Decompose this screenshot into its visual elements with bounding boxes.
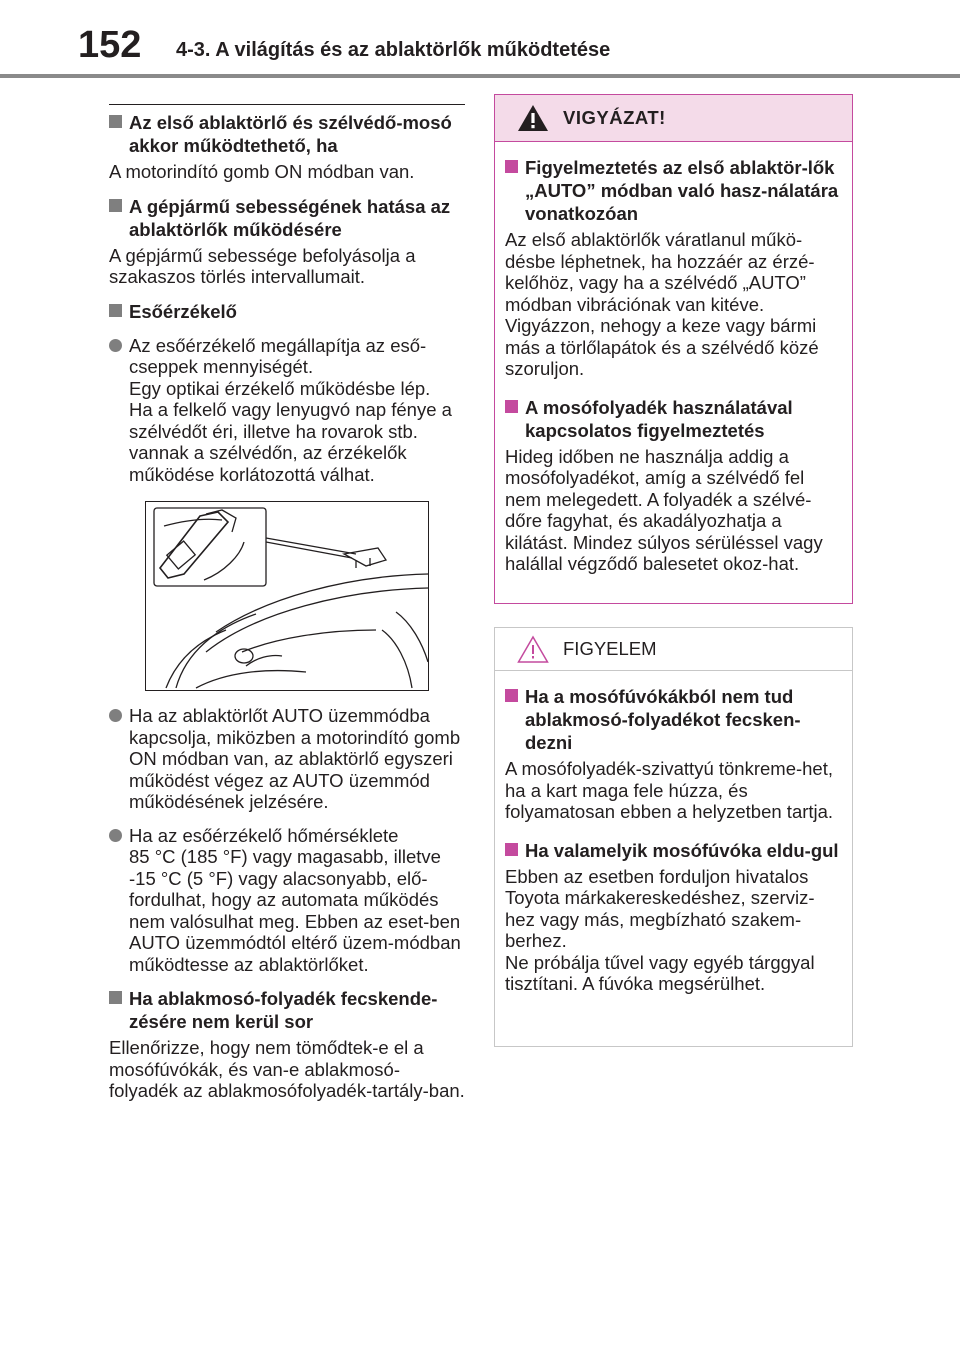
square-bullet-icon (505, 689, 518, 702)
section-body: A mosófolyadék-szivattyú tönkreme-het, ha a kart maga fele húzza, és folyamatosan ebben a helyzetben tartja. (505, 758, 834, 822)
windshield-sensor-drawing (146, 502, 428, 690)
section-heading: Esőérzékelő (109, 300, 465, 323)
notice-box (494, 627, 853, 1047)
list-item: Ha az esőérzékelő hőmérséklete 85 °C (185 °F) vagy magasabb, illetve -15 °C (5 °F) vagy alacsonyabb, elő-fordulhat, hogy az automata működés nem valósulhat meg. Ebben az eset-ben AUTO üzemmódtól eltérő üzem-módban működtesse az ablaktörlőket. (109, 825, 465, 976)
left-column (109, 104, 465, 1114)
square-bullet-icon (109, 991, 122, 1004)
section-heading: Ha valamelyik mosófúvóka eldu-gul (505, 839, 844, 862)
section-heading: Ha a mosófúvókákból nem tud ablakmosó-folyadékot fecsken-dezni (505, 685, 844, 754)
square-bullet-icon (505, 843, 518, 856)
section-body: A gépjármű sebessége befolyásolja a szakaszos törlés intervallumait. (109, 244, 416, 287)
page-number: 152 (78, 24, 142, 66)
section-body: Ellenőrizze, hogy nem tömődtek-e el a mosófúvókák, és van-e ablakmosó-folyadék az ablakmosófolyadék-tartály-ban. (109, 1037, 465, 1101)
list-item: Az esőérzékelő megállapítja az eső- cseppek mennyiségét. Egy optikai érzékelő működésbe lép. Ha a felkelő vagy lenyugvó nap fénye a szélvédőt éri, illetve ha rovarok stb. vannak a szélvédőn, az érzékelők működése korlátozottá válhat. (109, 335, 465, 486)
warning-box-header (495, 95, 852, 142)
section-body: Az első ablaktörlők váratlanul műkö-désbe léphetnek, ha hozzáér az érzé-kelőhöz, vagy ha a szélvédő „AUTO” módban vibrációnak van kitéve. Vigyázzon, nehogy a keze vagy bármi más a törlőlapátok és a szélvédő közé szoruljon. (505, 229, 819, 379)
section-heading: A mosófolyadék használatával kapcsolatos figyelmeztetés (505, 396, 844, 442)
round-bullet-icon (109, 829, 122, 842)
section-rule (109, 104, 465, 105)
section-body: Ebben az esetben forduljon hivatalos Toyota márkakereskedéshez, szerviz-hez vagy más, megbízható szakem-berhez. Ne próbálja tűvel vagy egyéb tárggyal tisztítani. A fúvóka megsérülhet. (505, 865, 815, 994)
notice-box-header (495, 628, 852, 671)
square-bullet-icon (109, 199, 122, 212)
section-heading: Ha ablakmosó-folyadék fecskende-zésére nem kerül sor (109, 987, 465, 1033)
list-item: Ha az ablaktörlőt AUTO üzemmódba kapcsolja, miközben a motorindító gomb ON módban van, az ablaktörlő egyszeri működést végez az AUTO üzemmód működésének jelzésére. (109, 705, 465, 813)
square-bullet-icon (505, 400, 518, 413)
warning-box (494, 94, 853, 604)
section-heading: Az első ablaktörlő és szélvédő-mosó akkor működtethető, ha (109, 111, 465, 157)
chapter-title: 4-3. A világítás és az ablaktörlők működtetése (176, 39, 611, 61)
header-rule (0, 74, 960, 78)
caution-triangle-icon (517, 634, 551, 664)
warning-triangle-icon (517, 103, 551, 133)
page-header (0, 0, 960, 82)
section-body: A motorindító gomb ON módban van. (109, 161, 415, 182)
round-bullet-icon (109, 339, 122, 352)
section-heading: A gépjármű sebességének hatása az ablaktörlők működésére (109, 195, 465, 241)
round-bullet-icon (109, 709, 122, 722)
notice-title: FIGYELEM (563, 638, 657, 659)
square-bullet-icon (109, 304, 122, 317)
warning-title: VIGYÁZAT! (563, 107, 666, 128)
section-heading: Figyelmeztetés az első ablaktör-lők „AUTO” módban való hasz-nálatára vonatkozóan (505, 156, 844, 225)
square-bullet-icon (505, 160, 518, 173)
rain-sensor-illustration (145, 501, 429, 691)
section-body: Hideg időben ne használja addig a mosófolyadékot, amíg a szélvédő fel nem melegedett. A folyadék a szélvé-dőre fagyhat, és akadályozhatja a kilátást. Mindez súlyos sérüléssel vagy halállal végződő balesetet okoz-hat. (505, 445, 823, 574)
square-bullet-icon (109, 115, 122, 128)
